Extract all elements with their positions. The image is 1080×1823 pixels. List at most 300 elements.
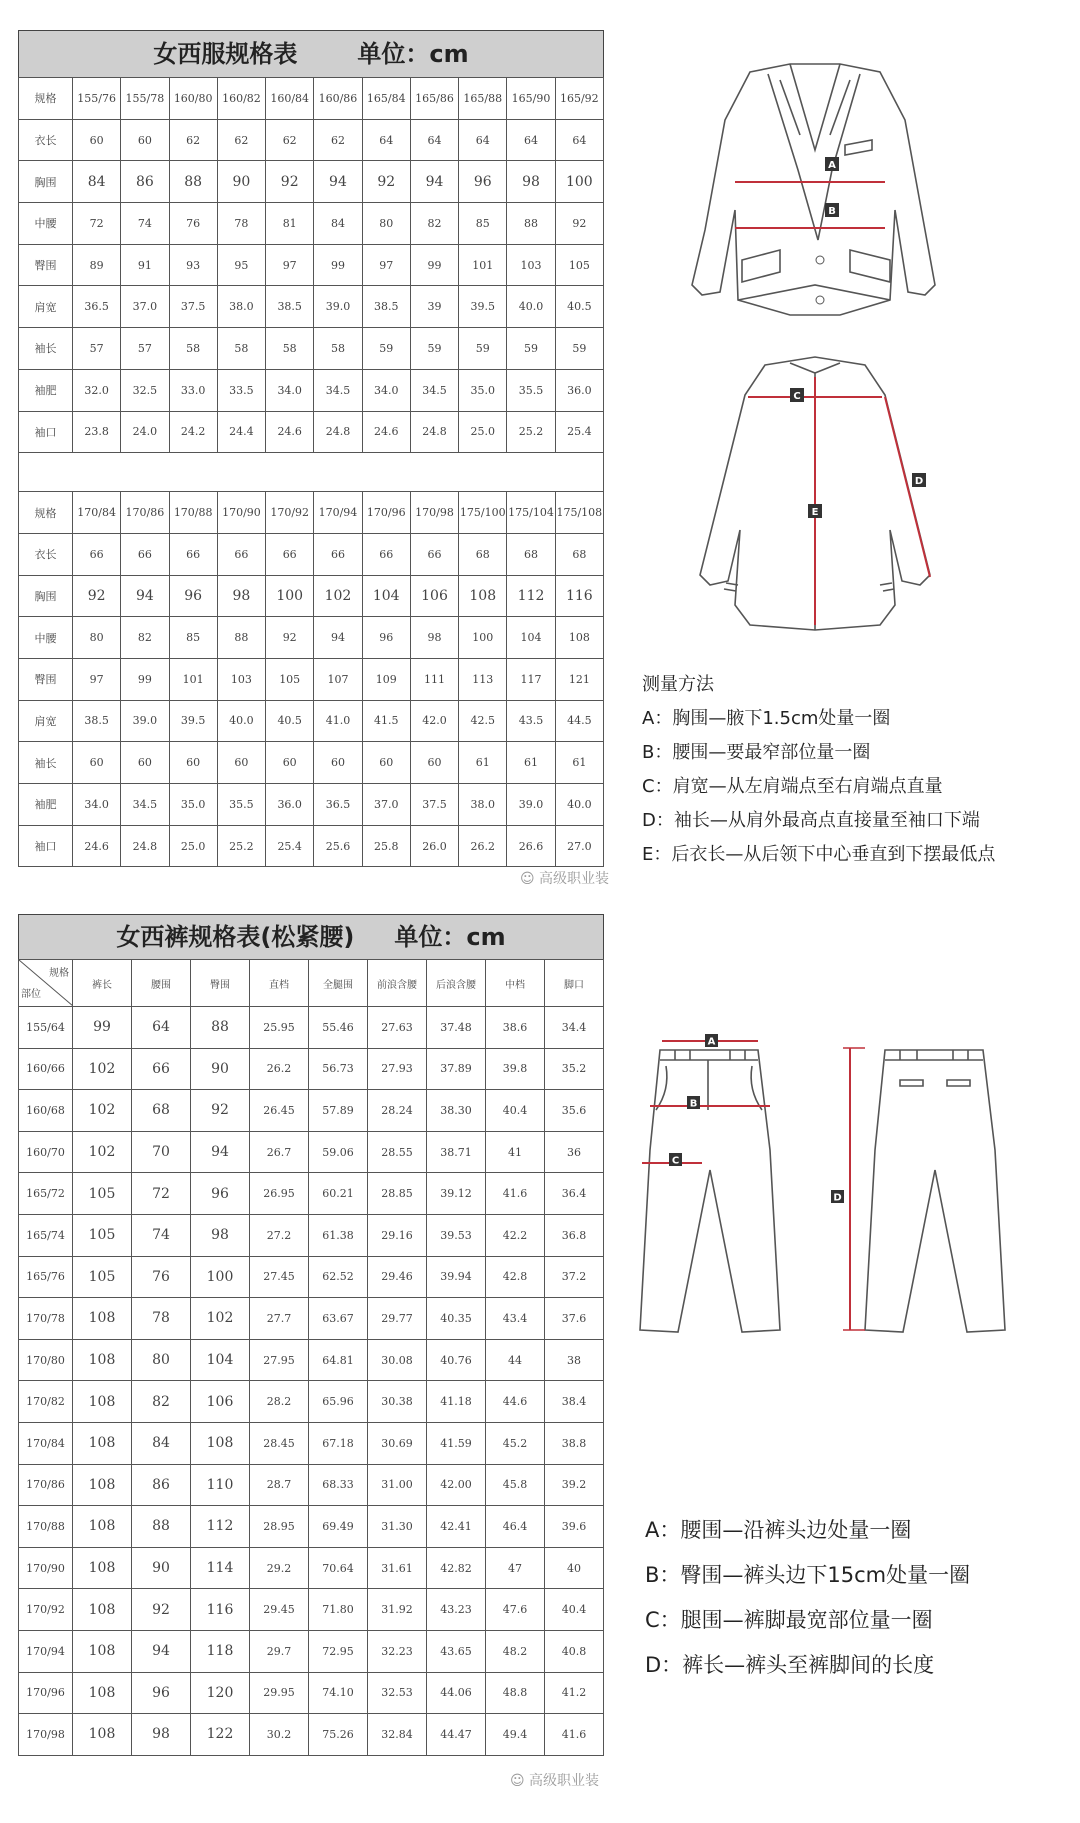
- value-cell: 27.2: [250, 1214, 309, 1256]
- value-cell: 90: [217, 161, 265, 203]
- value-cell: 62: [266, 119, 314, 161]
- value-cell: 59: [459, 328, 507, 370]
- size-cell: 155/64: [19, 1007, 73, 1049]
- value-cell: 34.5: [121, 784, 169, 826]
- pants-marker-b: B: [689, 1098, 698, 1110]
- value-cell: 26.95: [250, 1173, 309, 1215]
- value-cell: 56.73: [309, 1048, 368, 1090]
- value-cell: 81: [266, 203, 314, 245]
- value-cell: 105: [73, 1256, 132, 1298]
- value-cell: 94: [314, 617, 362, 659]
- value-cell: 42.5: [459, 700, 507, 742]
- marker-d: D: [914, 476, 924, 487]
- value-cell: 70: [132, 1131, 191, 1173]
- value-cell: 80: [362, 203, 410, 245]
- value-cell: 36.5: [314, 784, 362, 826]
- row-label: 规格: [19, 492, 73, 534]
- row-label: 袖长: [19, 742, 73, 784]
- value-cell: 39.6: [545, 1506, 604, 1548]
- value-cell: 24.8: [121, 825, 169, 867]
- value-cell: 94: [410, 161, 458, 203]
- size-cell: 160/80: [169, 78, 217, 120]
- size-cell: 165/86: [410, 78, 458, 120]
- value-cell: 35.0: [169, 784, 217, 826]
- table-row: [19, 1090, 604, 1132]
- pants-back-diagram: [825, 1030, 1015, 1345]
- value-cell: 66: [362, 533, 410, 575]
- value-cell: 35.2: [545, 1048, 604, 1090]
- value-cell: 109: [362, 658, 410, 700]
- value-cell: 82: [121, 617, 169, 659]
- value-cell: 31.00: [368, 1464, 427, 1506]
- value-cell: 34.5: [410, 369, 458, 411]
- value-cell: 36.0: [555, 369, 603, 411]
- value-cell: 61: [555, 742, 603, 784]
- value-cell: 37.48: [427, 1007, 486, 1049]
- method-item: B：臀围—裤头边下15cm处量一圈: [645, 1563, 971, 1587]
- table-row: [19, 1339, 604, 1381]
- value-cell: 107: [314, 658, 362, 700]
- value-cell: 31.30: [368, 1506, 427, 1548]
- size-cell: 170/94: [19, 1630, 73, 1672]
- size-cell: 170/92: [19, 1589, 73, 1631]
- value-cell: 40.4: [545, 1589, 604, 1631]
- table-row: [19, 700, 604, 742]
- value-cell: 108: [73, 1298, 132, 1340]
- value-cell: 62: [169, 119, 217, 161]
- value-cell: 97: [362, 244, 410, 286]
- value-cell: 100: [266, 575, 314, 617]
- value-cell: 34.0: [266, 369, 314, 411]
- value-cell: 88: [132, 1506, 191, 1548]
- value-cell: 60: [73, 742, 121, 784]
- method-item: C：腿围—裤脚最宽部位量一圈: [645, 1608, 933, 1632]
- size-cell: 170/82: [19, 1381, 73, 1423]
- row-label: 肩宽: [19, 700, 73, 742]
- value-cell: 24.6: [362, 411, 410, 453]
- value-cell: 122: [191, 1714, 250, 1756]
- value-cell: 27.45: [250, 1256, 309, 1298]
- size-cell: 170/98: [410, 492, 458, 534]
- value-cell: 26.7: [250, 1131, 309, 1173]
- value-cell: 60: [169, 742, 217, 784]
- value-cell: 33.5: [217, 369, 265, 411]
- row-label: 规格: [19, 78, 73, 120]
- value-cell: 57: [73, 328, 121, 370]
- row-label: 胸围: [19, 161, 73, 203]
- value-cell: 24.6: [73, 825, 121, 867]
- pants-marker-c: C: [671, 1155, 680, 1167]
- value-cell: 105: [266, 658, 314, 700]
- value-cell: 104: [507, 617, 555, 659]
- value-cell: 64: [459, 119, 507, 161]
- table-row: [19, 1672, 604, 1714]
- size-cell: 165/72: [19, 1173, 73, 1215]
- value-cell: 25.4: [266, 825, 314, 867]
- jacket-unit-text: 单位：cm: [357, 40, 469, 68]
- value-cell: 111: [410, 658, 458, 700]
- value-cell: 24.2: [169, 411, 217, 453]
- value-cell: 84: [132, 1422, 191, 1464]
- row-label: 臀围: [19, 244, 73, 286]
- value-cell: 94: [314, 161, 362, 203]
- row-label: 中腰: [19, 203, 73, 245]
- table-row: [19, 328, 604, 370]
- value-cell: 37.6: [545, 1298, 604, 1340]
- value-cell: 23.8: [73, 411, 121, 453]
- value-cell: 34.0: [73, 784, 121, 826]
- size-cell: 170/80: [19, 1339, 73, 1381]
- row-label: 肩宽: [19, 286, 73, 328]
- value-cell: 37.5: [410, 784, 458, 826]
- value-cell: 88: [507, 203, 555, 245]
- value-cell: 106: [410, 575, 458, 617]
- value-cell: 71.80: [309, 1589, 368, 1631]
- value-cell: 75.26: [309, 1714, 368, 1756]
- value-cell: 24.4: [217, 411, 265, 453]
- value-cell: 44.6: [486, 1381, 545, 1423]
- value-cell: 108: [73, 1381, 132, 1423]
- value-cell: 66: [217, 533, 265, 575]
- value-cell: 58: [266, 328, 314, 370]
- value-cell: 92: [266, 617, 314, 659]
- value-cell: 28.7: [250, 1464, 309, 1506]
- size-cell: 170/96: [362, 492, 410, 534]
- value-cell: 103: [217, 658, 265, 700]
- value-cell: 98: [507, 161, 555, 203]
- table-row: [19, 742, 604, 784]
- value-cell: 90: [132, 1547, 191, 1589]
- value-cell: 89: [73, 244, 121, 286]
- value-cell: 108: [73, 1630, 132, 1672]
- value-cell: 62: [314, 119, 362, 161]
- size-header-row: [19, 78, 604, 120]
- size-cell: 155/78: [121, 78, 169, 120]
- table-row: [19, 119, 604, 161]
- value-cell: 76: [132, 1256, 191, 1298]
- value-cell: 27.95: [250, 1339, 309, 1381]
- value-cell: 43.4: [486, 1298, 545, 1340]
- column-header: 全腿围: [309, 960, 368, 1007]
- value-cell: 114: [191, 1547, 250, 1589]
- value-cell: 39.0: [314, 286, 362, 328]
- value-cell: 38.5: [266, 286, 314, 328]
- table-row: [19, 411, 604, 453]
- value-cell: 37.2: [545, 1256, 604, 1298]
- value-cell: 96: [191, 1173, 250, 1215]
- value-cell: 105: [555, 244, 603, 286]
- value-cell: 29.7: [250, 1630, 309, 1672]
- value-cell: 59: [410, 328, 458, 370]
- value-cell: 42.8: [486, 1256, 545, 1298]
- value-cell: 39.5: [459, 286, 507, 328]
- value-cell: 34.4: [545, 1007, 604, 1049]
- value-cell: 108: [73, 1589, 132, 1631]
- value-cell: 36.4: [545, 1173, 604, 1215]
- value-cell: 86: [132, 1464, 191, 1506]
- value-cell: 27.7: [250, 1298, 309, 1340]
- value-cell: 43.5: [507, 700, 555, 742]
- value-cell: 38.0: [217, 286, 265, 328]
- value-cell: 96: [169, 575, 217, 617]
- value-cell: 80: [132, 1339, 191, 1381]
- value-cell: 24.8: [314, 411, 362, 453]
- marker-c: C: [793, 391, 801, 402]
- value-cell: 34.5: [314, 369, 362, 411]
- value-cell: 55.46: [309, 1007, 368, 1049]
- value-cell: 88: [191, 1007, 250, 1049]
- row-label: 臀围: [19, 658, 73, 700]
- value-cell: 102: [73, 1131, 132, 1173]
- value-cell: 104: [191, 1339, 250, 1381]
- value-cell: 24.6: [266, 411, 314, 453]
- size-cell: 165/92: [555, 78, 603, 120]
- size-header-row: [19, 492, 604, 534]
- value-cell: 88: [169, 161, 217, 203]
- value-cell: 39.2: [545, 1464, 604, 1506]
- size-cell: 155/76: [73, 78, 121, 120]
- size-cell: 170/78: [19, 1298, 73, 1340]
- column-header: 直档: [250, 960, 309, 1007]
- marker-b: B: [828, 206, 836, 217]
- value-cell: 40.0: [217, 700, 265, 742]
- value-cell: 38.6: [486, 1007, 545, 1049]
- table-row: [19, 533, 604, 575]
- value-cell: 108: [459, 575, 507, 617]
- value-cell: 41.0: [314, 700, 362, 742]
- size-cell: 175/108: [555, 492, 603, 534]
- value-cell: 38.8: [545, 1422, 604, 1464]
- value-cell: 100: [191, 1256, 250, 1298]
- value-cell: 91: [121, 244, 169, 286]
- value-cell: 68: [507, 533, 555, 575]
- pants-title-text: 女西裤规格表(松紧腰): [116, 923, 355, 951]
- value-cell: 68: [459, 533, 507, 575]
- value-cell: 32.5: [121, 369, 169, 411]
- value-cell: 38.0: [459, 784, 507, 826]
- value-cell: 38.4: [545, 1381, 604, 1423]
- value-cell: 38.30: [427, 1090, 486, 1132]
- pants-size-table: [18, 914, 604, 1756]
- size-cell: 160/86: [314, 78, 362, 120]
- value-cell: 42.0: [410, 700, 458, 742]
- value-cell: 61: [507, 742, 555, 784]
- value-cell: 41.18: [427, 1381, 486, 1423]
- value-cell: 101: [459, 244, 507, 286]
- size-cell: 170/96: [19, 1672, 73, 1714]
- row-label: 袖口: [19, 411, 73, 453]
- size-cell: 170/84: [73, 492, 121, 534]
- value-cell: 82: [132, 1381, 191, 1423]
- value-cell: 94: [132, 1630, 191, 1672]
- marker-e: E: [811, 507, 819, 518]
- value-cell: 43.23: [427, 1589, 486, 1631]
- column-header: 后浪含腰: [427, 960, 486, 1007]
- value-cell: 66: [121, 533, 169, 575]
- value-cell: 98: [410, 617, 458, 659]
- value-cell: 113: [459, 658, 507, 700]
- value-cell: 25.2: [217, 825, 265, 867]
- size-cell: 165/90: [507, 78, 555, 120]
- value-cell: 66: [73, 533, 121, 575]
- value-cell: 105: [73, 1173, 132, 1215]
- value-cell: 92: [555, 203, 603, 245]
- method-item: A：胸围—腋下1.5cm处量一圈: [642, 708, 891, 729]
- table-row: [19, 1131, 604, 1173]
- value-cell: 106: [191, 1381, 250, 1423]
- value-cell: 25.6: [314, 825, 362, 867]
- value-cell: 92: [191, 1090, 250, 1132]
- value-cell: 60: [121, 742, 169, 784]
- value-cell: 100: [459, 617, 507, 659]
- value-cell: 25.0: [459, 411, 507, 453]
- value-cell: 33.0: [169, 369, 217, 411]
- value-cell: 74: [121, 203, 169, 245]
- value-cell: 32.84: [368, 1714, 427, 1756]
- size-cell: 165/88: [459, 78, 507, 120]
- value-cell: 108: [191, 1422, 250, 1464]
- value-cell: 26.45: [250, 1090, 309, 1132]
- watermark: ☺ 高级职业装: [510, 1773, 600, 1789]
- table-row: [19, 1214, 604, 1256]
- value-cell: 39.0: [121, 700, 169, 742]
- value-cell: 38.5: [73, 700, 121, 742]
- corner-bottom-label: 部位: [21, 989, 41, 1000]
- value-cell: 108: [73, 1422, 132, 1464]
- value-cell: 27.0: [555, 825, 603, 867]
- table-row: [19, 1714, 604, 1756]
- value-cell: 32.53: [368, 1672, 427, 1714]
- value-cell: 108: [555, 617, 603, 659]
- value-cell: 108: [73, 1672, 132, 1714]
- size-cell: 160/68: [19, 1090, 73, 1132]
- value-cell: 66: [314, 533, 362, 575]
- method-item: C：肩宽—从左肩端点至右肩端点直量: [642, 776, 943, 797]
- value-cell: 30.69: [368, 1422, 427, 1464]
- spacer-cell: [19, 453, 604, 492]
- corner-top-label: 规格: [49, 968, 69, 979]
- row-label: 袖长: [19, 328, 73, 370]
- table-row: [19, 203, 604, 245]
- value-cell: 29.45: [250, 1589, 309, 1631]
- value-cell: 25.2: [507, 411, 555, 453]
- value-cell: 25.95: [250, 1007, 309, 1049]
- value-cell: 32.0: [73, 369, 121, 411]
- value-cell: 116: [555, 575, 603, 617]
- size-cell: 170/92: [266, 492, 314, 534]
- value-cell: 27.93: [368, 1048, 427, 1090]
- table-row: [19, 161, 604, 203]
- value-cell: 39.0: [507, 784, 555, 826]
- size-cell: 170/90: [217, 492, 265, 534]
- value-cell: 40.35: [427, 1298, 486, 1340]
- value-cell: 62: [217, 119, 265, 161]
- value-cell: 47.6: [486, 1589, 545, 1631]
- value-cell: 47: [486, 1547, 545, 1589]
- value-cell: 101: [169, 658, 217, 700]
- value-cell: 94: [121, 575, 169, 617]
- value-cell: 26.2: [250, 1048, 309, 1090]
- value-cell: 42.2: [486, 1214, 545, 1256]
- jacket-title-text: 女西服规格表: [153, 40, 298, 68]
- value-cell: 30.2: [250, 1714, 309, 1756]
- value-cell: 58: [169, 328, 217, 370]
- value-cell: 38: [545, 1339, 604, 1381]
- table-row: [19, 1464, 604, 1506]
- row-label: 衣长: [19, 533, 73, 575]
- table-row: [19, 1589, 604, 1631]
- value-cell: 105: [73, 1214, 132, 1256]
- value-cell: 100: [555, 161, 603, 203]
- table-row: [19, 617, 604, 659]
- value-cell: 86: [121, 161, 169, 203]
- value-cell: 96: [459, 161, 507, 203]
- value-cell: 25.8: [362, 825, 410, 867]
- table-row: [19, 1506, 604, 1548]
- value-cell: 99: [121, 658, 169, 700]
- value-cell: 60: [73, 119, 121, 161]
- value-cell: 112: [507, 575, 555, 617]
- value-cell: 68.33: [309, 1464, 368, 1506]
- value-cell: 46.4: [486, 1506, 545, 1548]
- value-cell: 108: [73, 1339, 132, 1381]
- value-cell: 85: [459, 203, 507, 245]
- column-header: 腰围: [132, 960, 191, 1007]
- value-cell: 63.67: [309, 1298, 368, 1340]
- pants-marker-a: A: [707, 1036, 716, 1048]
- value-cell: 99: [73, 1007, 132, 1049]
- value-cell: 96: [362, 617, 410, 659]
- column-header: 裤长: [73, 960, 132, 1007]
- pants-measure-method: [645, 1508, 970, 1688]
- pants-front-diagram: [630, 1030, 790, 1345]
- value-cell: 82: [410, 203, 458, 245]
- header-row: [19, 960, 604, 1007]
- value-cell: 61.38: [309, 1214, 368, 1256]
- row-label: 袖口: [19, 825, 73, 867]
- value-cell: 97: [266, 244, 314, 286]
- value-cell: 31.92: [368, 1589, 427, 1631]
- value-cell: 29.95: [250, 1672, 309, 1714]
- value-cell: 116: [191, 1589, 250, 1631]
- table-row: [19, 784, 604, 826]
- value-cell: 29.16: [368, 1214, 427, 1256]
- value-cell: 35.5: [507, 369, 555, 411]
- size-cell: 170/88: [19, 1506, 73, 1548]
- size-cell: 170/90: [19, 1547, 73, 1589]
- value-cell: 102: [191, 1298, 250, 1340]
- value-cell: 57: [121, 328, 169, 370]
- value-cell: 65.96: [309, 1381, 368, 1423]
- value-cell: 27.63: [368, 1007, 427, 1049]
- value-cell: 36.0: [266, 784, 314, 826]
- value-cell: 25.0: [169, 825, 217, 867]
- value-cell: 68: [555, 533, 603, 575]
- value-cell: 64: [507, 119, 555, 161]
- value-cell: 68: [132, 1090, 191, 1132]
- value-cell: 28.2: [250, 1381, 309, 1423]
- value-cell: 43.65: [427, 1630, 486, 1672]
- value-cell: 98: [191, 1214, 250, 1256]
- size-cell: 175/104: [507, 492, 555, 534]
- value-cell: 28.95: [250, 1506, 309, 1548]
- value-cell: 117: [507, 658, 555, 700]
- value-cell: 44.47: [427, 1714, 486, 1756]
- value-cell: 121: [555, 658, 603, 700]
- row-label: 袖肥: [19, 784, 73, 826]
- value-cell: 37.5: [169, 286, 217, 328]
- jacket-size-table: [18, 30, 604, 867]
